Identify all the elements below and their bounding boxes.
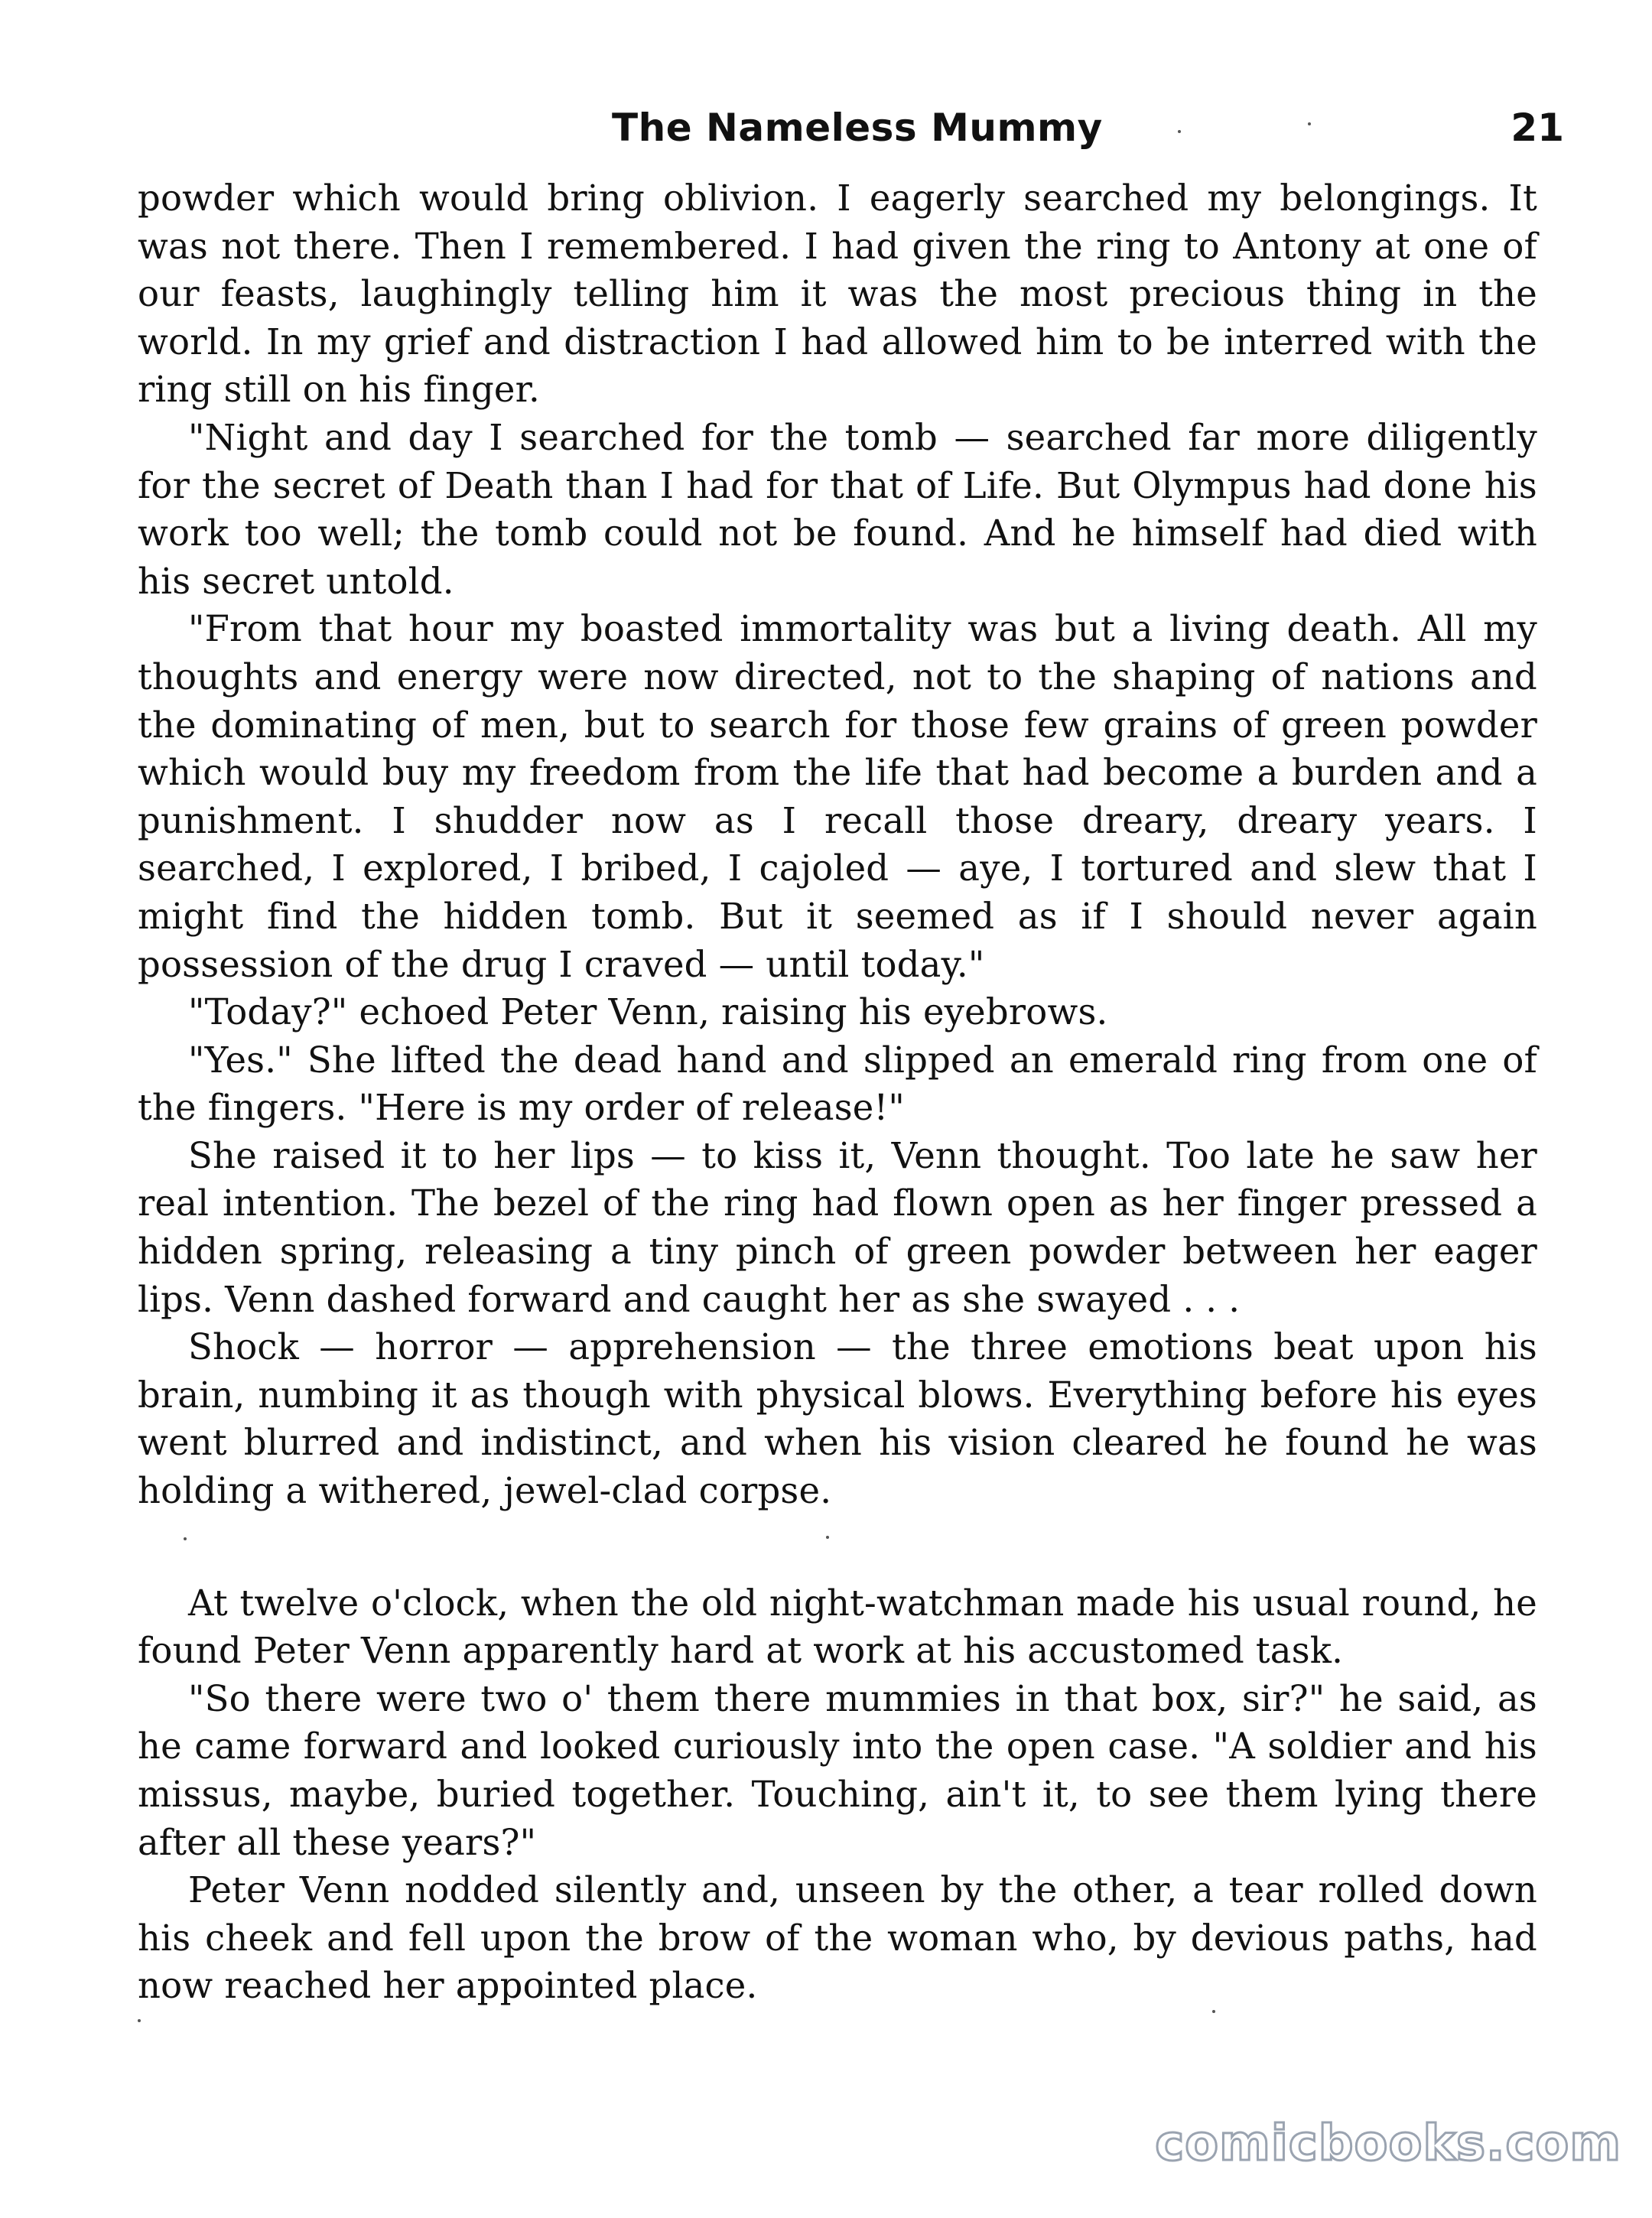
print-speck (184, 1537, 187, 1540)
paragraph-7: Shock — horror — apprehension — the three emotions beat upon his brain, numbing it as though with physical blows. Everything before his eyes went blurred and indistinct, and when his vision cleared he found he was holding a withered, jewel-clad corpse. (138, 1326, 1537, 1512)
paragraph-2: "Night and day I searched for the tomb — searched far more diligently for the secret of Death than I had for that of Life. But Olympus had done his work too well; the tomb could not be found. And he himself had died with his secret untold. (138, 416, 1537, 602)
running-title: The Nameless Mummy (612, 106, 1103, 150)
paragraph-4: "Today?" echoed Peter Venn, raising his eyebrows. (188, 991, 1108, 1033)
print-speck (138, 2019, 141, 2022)
paragraph-1: powder which would bring oblivion. I eagerly searched my belongings. It was not there. Then I remembered. I had given the ring to Antony at one of our feasts, laughingly telling him it was the most precious thing in the world. In my grief and distraction I had allowed him to be interred with the ring still on his finger. (138, 177, 1537, 411)
paragraph-3: "From that hour my boasted immortality was but a living death. All my thoughts and energy were now directed, not to the shaping of nations and the dominating of men, but to search for those few grains of green powder which would buy my freedom from the life that had become a burden and a punishment. I shudder now as I recall those dreary, dreary years. I searched, I explored, I bribed, I cajoled — aye, I tortured and slew that I might find the hidden tomb. But it seemed as if I should never again possession of the drug I craved — until today." (138, 608, 1537, 985)
paragraph-6: She raised it to her lips — to kiss it, Venn thought. Too late he saw her real intention. The bezel of the ring had flown open as her finger pressed a hidden spring, releasing a tiny pinch of green powder between her eager lips. Venn dashed forward and caught her as she swayed . . . (138, 1134, 1537, 1320)
paragraph-5: "Yes." She lifted the dead hand and slipped an emerald ring from one of the fingers. "Here is my order of release!" (138, 1039, 1537, 1129)
paragraph-10: Peter Venn nodded silently and, unseen by the other, a tear rolled down his cheek and fell upon the brow of the woman who, by devious paths, had now reached her appointed place. (138, 1869, 1537, 2007)
body-text (138, 174, 1537, 2010)
print-speck (1212, 2010, 1215, 2013)
print-speck (1308, 122, 1311, 125)
print-speck (826, 1536, 829, 1539)
print-speck (1178, 130, 1181, 133)
section-break (138, 1515, 1537, 1579)
running-head (138, 106, 1564, 159)
paragraph-8: At twelve o'clock, when the old night-watchman made his usual round, he found Peter Venn apparently hard at work at his accustomed task. (138, 1582, 1537, 1672)
watermark-logo: comicbooks.com (1155, 2116, 1621, 2172)
page-number: 21 (1511, 106, 1564, 150)
paragraph-9: "So there were two o' them there mummies in that box, sir?" he said, as he came forward and looked curiously into the open case. "A soldier and his missus, maybe, buried together. Touching, ain't it, to see them lying there after all these years?" (138, 1677, 1537, 1863)
